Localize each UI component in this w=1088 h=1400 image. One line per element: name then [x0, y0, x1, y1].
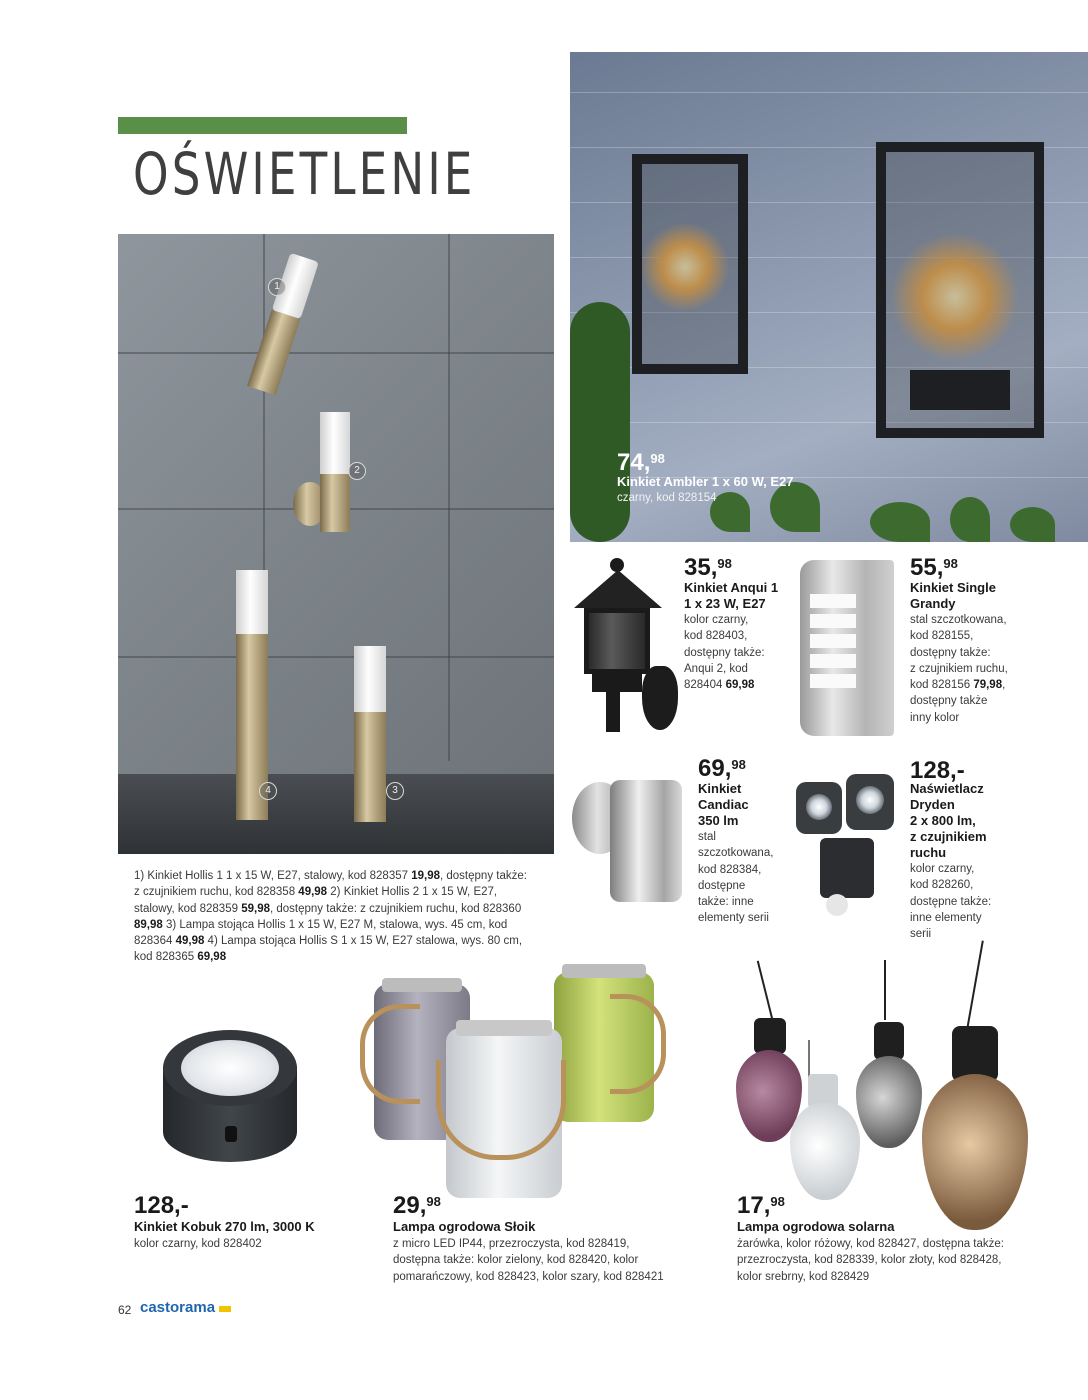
hollis-photo	[118, 234, 554, 854]
hollis-price: 69,98	[197, 951, 227, 964]
single-grandy-name: Kinkiet Single Grandy	[910, 580, 996, 611]
kobuk-name: Kinkiet Kobuk 270 lm, 3000 K	[134, 1219, 315, 1234]
single-grandy-image	[800, 560, 894, 736]
hollis-text: , dostępny także: z czujnikiem ruchu, kod 828358	[134, 870, 527, 899]
hollis-text: 1) Kinkiet Hollis 1 1 x 15 W, E27, stalowy, kod 828357	[134, 870, 412, 882]
dryden-image	[796, 774, 896, 920]
anqui-price: 35,98	[684, 554, 732, 581]
sloik-price: 29,98	[393, 1192, 441, 1219]
candiac-image	[572, 774, 684, 904]
badge-2: 2	[348, 462, 366, 480]
sloik-jars-image	[360, 964, 670, 1200]
badge-4: 4	[259, 782, 277, 800]
kobuk-image	[163, 1030, 297, 1162]
hollis-description	[134, 868, 534, 966]
ambler-price: 74,98	[617, 449, 665, 476]
candiac-price: 69,98	[698, 755, 746, 782]
sloik-desc: z micro LED IP44, przezroczysta, kod 828419, dostępna także: kolor zielony, kod 828420, kolor pomarańczowy, kod 828423, kolor szary, kod 828421	[393, 1238, 664, 1283]
hollis-text: 2) Kinkiet Hollis 2 1 x 15 W, E27, stalowy, kod 828359	[134, 886, 498, 915]
hollis-floor-lamp	[354, 646, 386, 822]
candiac-name: Kinkiet Candiac 350 lm	[698, 781, 749, 828]
hollis-price: 49,98	[298, 886, 328, 899]
hollis-price: 59,98	[241, 902, 270, 915]
candiac-desc: stal szczotkowana, kod 828384, dostępne także: inne elementy serii	[698, 831, 774, 925]
hollis-text: , dostępny także: z czujnikiem ruchu, kod 828360	[269, 902, 522, 915]
hollis-price: 49,98	[175, 935, 205, 948]
anqui-lamp-image	[572, 558, 680, 740]
hollis-price: 89,98	[134, 918, 163, 931]
kobuk-price: 128,-	[134, 1192, 189, 1219]
solarna-name: Lampa ogrodowa solarna	[737, 1219, 895, 1234]
solarna-bulbs-image	[734, 930, 1034, 1230]
title-accent-bar	[118, 117, 407, 134]
hollis-2-lamp	[320, 412, 350, 532]
badge-3: 3	[386, 782, 404, 800]
hollis-price: 19,98	[411, 870, 440, 882]
dryden-desc: kolor czarny, kod 828260, dostępne także: inne elementy serii	[910, 863, 992, 941]
kobuk-desc: kolor czarny, kod 828402	[134, 1238, 262, 1250]
ambler-desc: czarny, kod 828154	[617, 492, 717, 504]
ambler-name: Kinkiet Ambler 1 x 60 W, E27	[617, 474, 794, 489]
dryden-price: 128,-	[910, 757, 965, 784]
anqui-name: Kinkiet Anqui 1 1 x 23 W, E27	[684, 580, 779, 611]
solarna-price: 17,98	[737, 1192, 785, 1219]
hollis-1-lamp	[247, 253, 319, 395]
page-number: 62	[118, 1303, 132, 1317]
badge-1: 1	[268, 278, 286, 296]
sloik-name: Lampa ogrodowa Słoik	[393, 1219, 536, 1234]
single-grandy-desc: stal szczotkowana, kod 828155, dostępny także: z czujnikiem ruchu, kod 828156 79,98, dostępny także inny kolor	[910, 614, 1008, 724]
brand-logo: castorama	[140, 1299, 216, 1316]
page-title: OŚWIETLENIE	[133, 140, 476, 208]
single-grandy-price: 55,98	[910, 554, 958, 581]
dryden-name: Naświetlacz Dryden 2 x 800 lm, z czujnikiem ruchu	[910, 781, 987, 860]
brand-logo-mark	[219, 1306, 231, 1312]
hollis-text: 4) Lampa stojąca Hollis S 1 x 15 W, E27 stalowa, wys. 80 cm, kod 828365	[134, 935, 523, 964]
solarna-desc: żarówka, kolor różowy, kod 828427, dostępna także: przezroczysta, kod 828339, kolor złoty, kod 828428, kolor srebrny, kod 828429	[737, 1238, 1004, 1283]
anqui-desc: kolor czarny, kod 828403, dostępny także: Anqui 2, kod 828404 69,98	[684, 614, 765, 692]
hollis-text: 3) Lampa stojąca Hollis 1 x 15 W, E27 M, stalowa, wys. 45 cm, kod 828364	[134, 918, 508, 948]
